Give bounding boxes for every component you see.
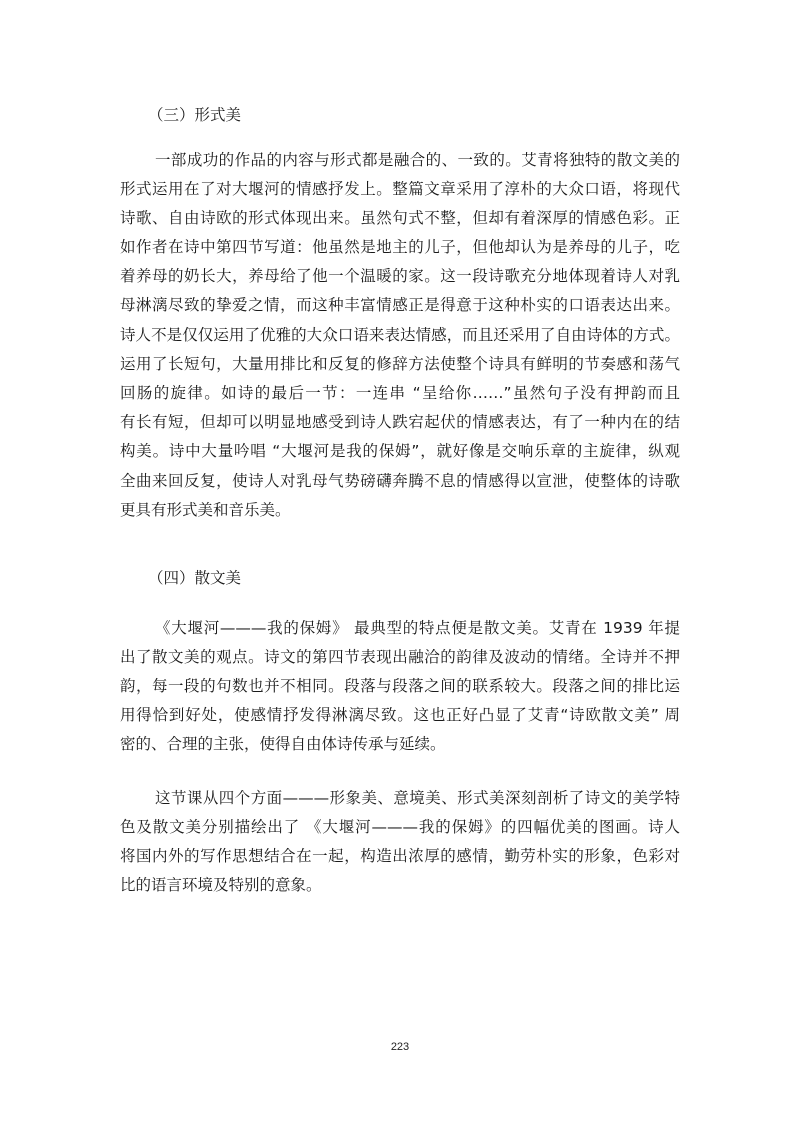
text-line: 这节课从四个方面———形象美、意境美、形式美深刻剖析了诗文的美学特 — [155, 788, 680, 807]
text-line: 构美。诗中大量吟唱 “大堰河是我的保姆”，就好像是交响乐章的主旋律，纵观 — [120, 442, 680, 461]
text-line: 全曲来回反复，使诗人对乳母气势磅礴奔腾不息的情感得以宣泄，使整体的诗歌 — [120, 471, 680, 490]
text-line: 《大堰河———我的保姆》 最典型的特点便是散文美。艾青在 1939 年提 — [155, 618, 680, 637]
text-line: 运用了长短句，大量用排比和反复的修辞方法使整个诗具有鲜明的节奏感和荡气 — [120, 354, 680, 373]
paragraph-form-beauty — [120, 146, 680, 525]
text-line: 密的、合理的主张，使得自由体诗传承与延续。 — [120, 735, 446, 754]
text-line: 有长有短，但却可以明显地感受到诗人跌宕起伏的情感表达，有了一种内在的结 — [120, 413, 680, 432]
text-line: 如作者在诗中第四节写道：他虽然是地主的儿子，但他却认为是养母的儿子，吃 — [120, 238, 680, 257]
text-line: 回肠的旋律。如诗的最后一节：一连串 “呈给你……”虽然句子没有押韵而且 — [120, 384, 680, 402]
text-line: 更具有形式美和音乐美。 — [120, 500, 291, 519]
text-line: 形式运用在了对大堰河的情感抒发上。整篇文章采用了淳朴的大众口语，将现代 — [120, 179, 680, 198]
text-line: 用得恰到好处，使感情抒发得淋漓尽致。这也正好凸显了艾青“诗欧散文美” 周 — [120, 706, 680, 725]
text-line: 比的语言环境及特别的意象。 — [120, 876, 322, 895]
page-number: 223 — [390, 1041, 410, 1053]
text-line: 诗人不是仅仅运用了优雅的大众口语来表达情感，而且还采用了自由诗体的方式。 — [120, 325, 680, 344]
text-line: 韵，每一段的句数也并不相同。段落与段落之间的联系较大。段落之间的排比运 — [120, 676, 680, 695]
section-heading-form-beauty: （三）形式美 — [148, 106, 242, 124]
text-line: 出了散文美的观点。诗文的第四节表现出融洽的韵律及波动的情绪。全诗并不押 — [120, 647, 680, 666]
text-line: 一部成功的作品的内容与形式都是融合的、一致的。艾青将独特的散文美的 — [155, 150, 680, 169]
text-line: 诗歌、自由诗欧的形式体现出来。虽然句式不整，但却有着深厚的情感色彩。正 — [120, 208, 680, 227]
paragraph-summary — [120, 784, 680, 901]
section-heading-prose-beauty: （四）散文美 — [148, 568, 242, 587]
text-line: 色及散文美分别描绘出了 《大堰河———我的保姆》的四幅优美的图画。诗人 — [120, 817, 680, 836]
text-line: 将国内外的写作思想结合在一起，构造出浓厚的感情，勤劳朴实的形象，色彩对 — [120, 846, 680, 865]
text-line: 着养母的奶长大，养母给了他一个温暖的家。这一段诗歌充分地体现着诗人对乳 — [120, 267, 680, 286]
paragraph-prose-beauty — [120, 614, 680, 760]
text-line: 母淋漓尽致的挚爱之情，而这种丰富情感正是得意于这种朴实的口语表达出来。 — [120, 296, 680, 315]
